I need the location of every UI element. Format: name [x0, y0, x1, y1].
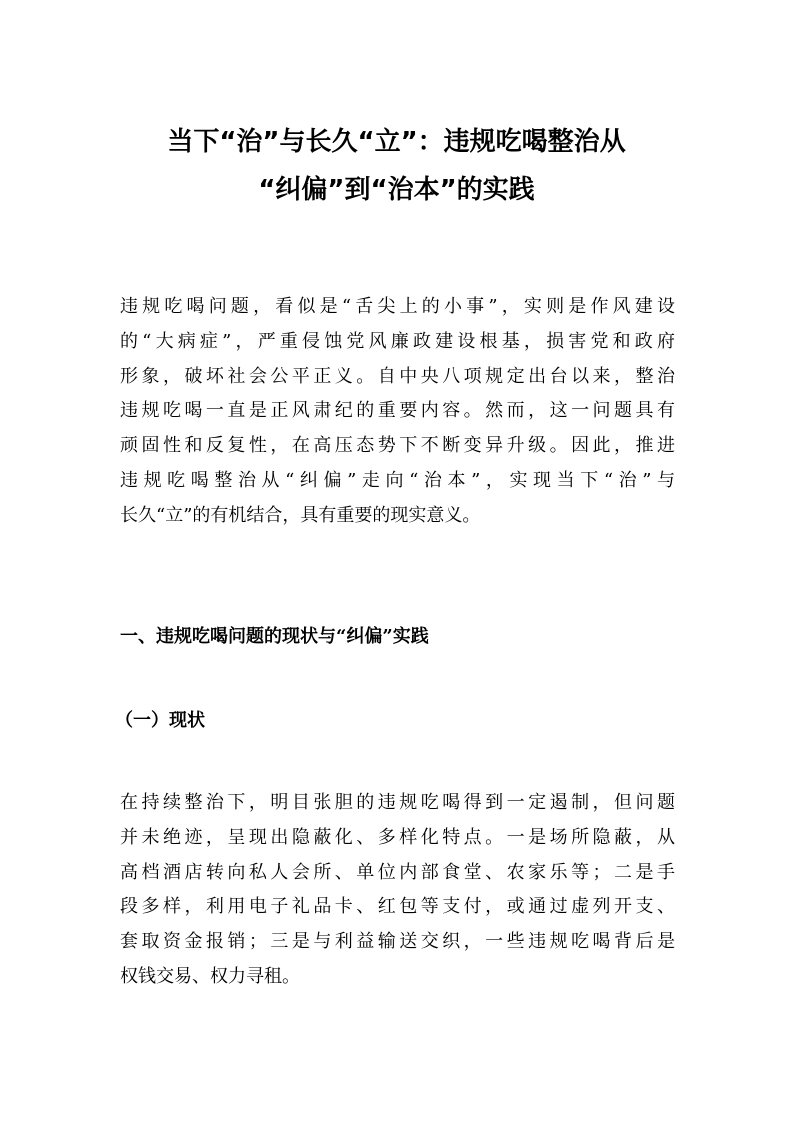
intro-line: 违规吃喝一直是正风肃纪的重要内容。然而，这一问题具有	[120, 400, 675, 422]
status-line: 并未绝迹，呈现出隐蔽化、多样化特点。一是场所隐蔽，从	[120, 826, 675, 848]
intro-paragraph	[120, 290, 675, 534]
intro-line: 长久“立”的有机结合，具有重要的现实意义。	[120, 504, 481, 526]
title-line-1: 当下“治”与长久“立”：违规吃喝整治从	[167, 127, 626, 157]
section-1-heading: 一、违规吃喝问题的现状与“纠偏”实践	[120, 626, 429, 647]
intro-line: 的“大病症”，严重侵蚀党风廉政建设根基，损害党和政府	[120, 330, 675, 352]
intro-line: 顽固性和反复性，在高压态势下不断变异升级。因此，推进	[120, 435, 675, 457]
status-line: 高档酒店转向私人会所、单位内部食堂、农家乐等；二是手	[120, 861, 675, 883]
subsection-1-heading: （一）现状	[115, 710, 205, 731]
status-paragraph	[120, 786, 675, 995]
status-line: 在持续整治下，明目张胆的违规吃喝得到一定遏制，但问题	[120, 792, 675, 813]
status-line: 段多样，利用电子礼品卡、红包等支付，或通过虚列开支、	[120, 896, 675, 918]
status-line: 权钱交易、权力寻租。	[120, 965, 300, 987]
intro-line: 形象，破坏社会公平正义。自中央八项规定出台以来，整治	[120, 365, 675, 387]
title-line-2: “纠偏”到“治本”的实践	[258, 175, 535, 205]
document-title	[100, 118, 693, 214]
status-line: 套取资金报销；三是与利益输送交织，一些违规吃喝背后是	[120, 931, 675, 953]
intro-line: 违规吃喝问题，看似是“舌尖上的小事”，实则是作风建设	[120, 296, 675, 317]
intro-line: 违规吃喝整治从“纠偏”走向“治本”，实现当下“治”与	[120, 469, 675, 491]
